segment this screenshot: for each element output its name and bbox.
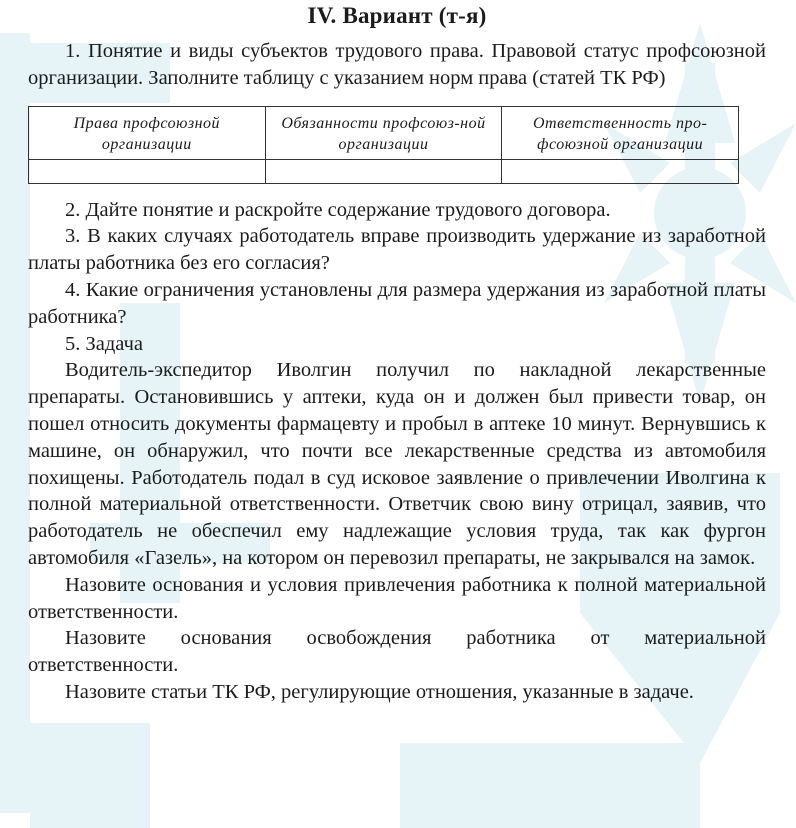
variant-heading: IV. Вариант (т-я) (307, 3, 487, 28)
task-5-story: Водитель-экспедитор Иволгин получил по накладной лекарственные препараты. Остановившись у аптеки, куда он и должен был привести товар, он пошел относить документы фармацевту и пробыл в аптеке 10 минут. Вернувшись к машине, он обнаружил, что почти все лекарственные средства из автомобиля похищены. Работодатель подал в суд исковое заявление о привлечении Иволгина к полной материальной ответственности. Ответчик свою вину отрицал, заявив, что работодатель не обеспечил ему надлежащие условия труда, так как фургон автомобиля «Газель», на котором он перевозил препараты, не закрывался на замок. (28, 359, 766, 569)
task-5-label: 5. Задача (65, 332, 143, 355)
task-4-text: 4. Какие ограничения установлены для размера удержания из заработной платы работника? (28, 278, 766, 328)
table-row (29, 159, 739, 183)
task-5-question-3: Назовите статьи ТК РФ, регулирующие отношения, указанные в задаче. (65, 680, 694, 703)
task-1-text: 1. Понятие и виды субъектов трудового права. Правовой статус профсоюзной организации. Заполните таблицу с указанием норм права (статей ТК РФ) (28, 40, 766, 89)
task-5-question-2: Назовите основания освобождения работника от материальной ответственности. (28, 627, 766, 677)
table-cell-rights[interactable] (29, 159, 266, 183)
union-rights-table (28, 106, 739, 184)
worksheet-page (0, 3, 796, 706)
table-header-rights: Права профсоюзной организации (29, 106, 266, 159)
table-header-row (29, 106, 739, 159)
task-5-question-1: Назовите основания и условия привлечения работника к полной материальной ответственности. (28, 573, 766, 623)
table-cell-duties[interactable] (265, 159, 502, 183)
table-cell-liability[interactable] (502, 159, 739, 183)
table-header-liability: Ответственность про-фсоюзной организации (502, 106, 739, 159)
task-2-text: 2. Дайте понятие и раскройте содержание трудового договора. (65, 198, 611, 221)
task-3-text: 3. В каких случаях работодатель вправе производить удержание из заработной платы работника без его согласия? (28, 225, 766, 275)
table-header-duties: Обязанности профсоюз-ной организации (265, 106, 502, 159)
